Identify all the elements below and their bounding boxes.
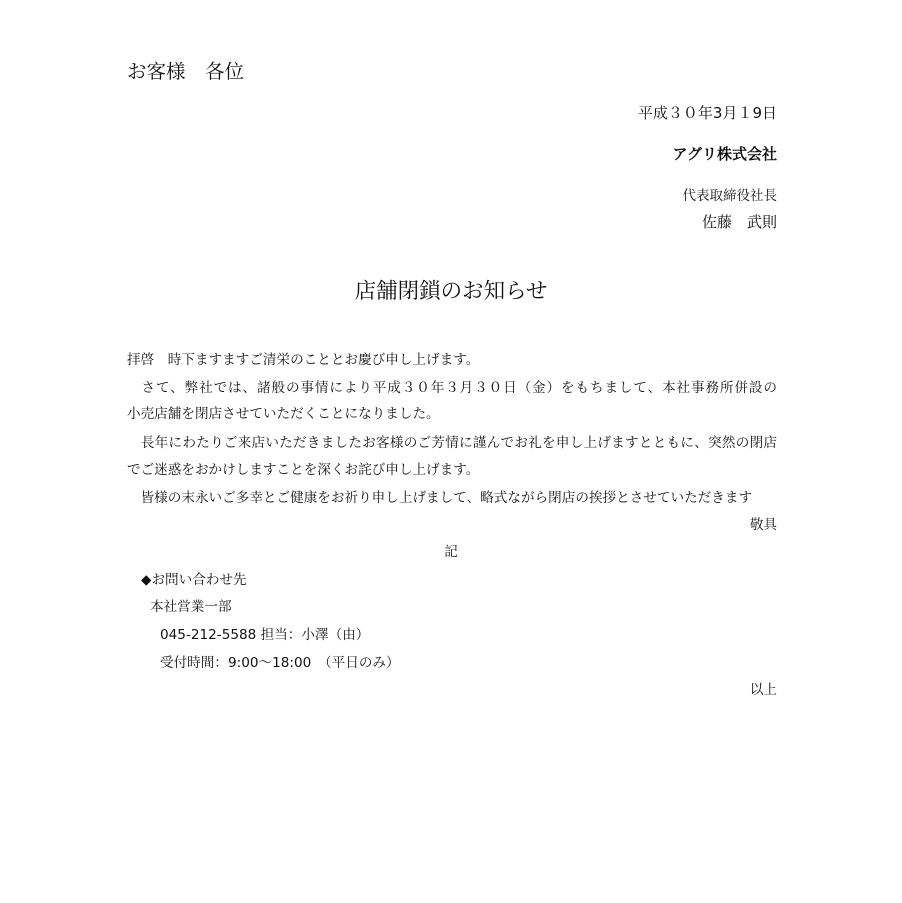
letter-subject: 店舗閉鎖のお知らせ	[354, 279, 548, 304]
contact-department: 本社営業一部	[150, 599, 232, 615]
sender-name: 佐藤 武則	[701, 213, 777, 231]
body-line: 皆様の末永いご多幸とご健康をお祈り申し上げまして、略式ながら閉店の挨拶とさせていただきます	[127, 490, 753, 506]
sender-company: アグリ株式会社	[672, 145, 777, 163]
contact-heading: ◆お問い合わせ先	[141, 572, 247, 588]
body-line: 小売店舗を閉店させていただくことになりました。	[127, 406, 440, 422]
body-line: 長年にわたりご来店いただきましたお客様のご芳情に謹んでお礼を申し上げますとともに、突然の閉店	[127, 435, 777, 451]
closing-ijou: 以上	[749, 682, 777, 698]
ki-heading: 記	[444, 544, 458, 560]
addressee: お客様 各位	[127, 60, 245, 83]
body-line: さて、弊社では、諸般の事情により平成３０年３月３０日（金）をもちまして、本社事務所併設の	[127, 380, 777, 396]
contact-hours: 受付時間：9:00～18:00 （平日のみ）	[160, 655, 400, 671]
contact-phone: 045-212-5588 担当：小澤（由）	[160, 627, 370, 643]
body-line: でご迷惑をおかけしますことを深くお詫び申し上げます。	[127, 462, 480, 478]
letter-date: 平成３０年3月１9日	[637, 104, 777, 122]
closing-keigu: 敬具	[749, 517, 777, 533]
body-line-greeting: 拝啓 時下ますますご清栄のこととお慶び申し上げます。	[127, 352, 480, 368]
sender-title: 代表取締役社長	[682, 188, 777, 204]
